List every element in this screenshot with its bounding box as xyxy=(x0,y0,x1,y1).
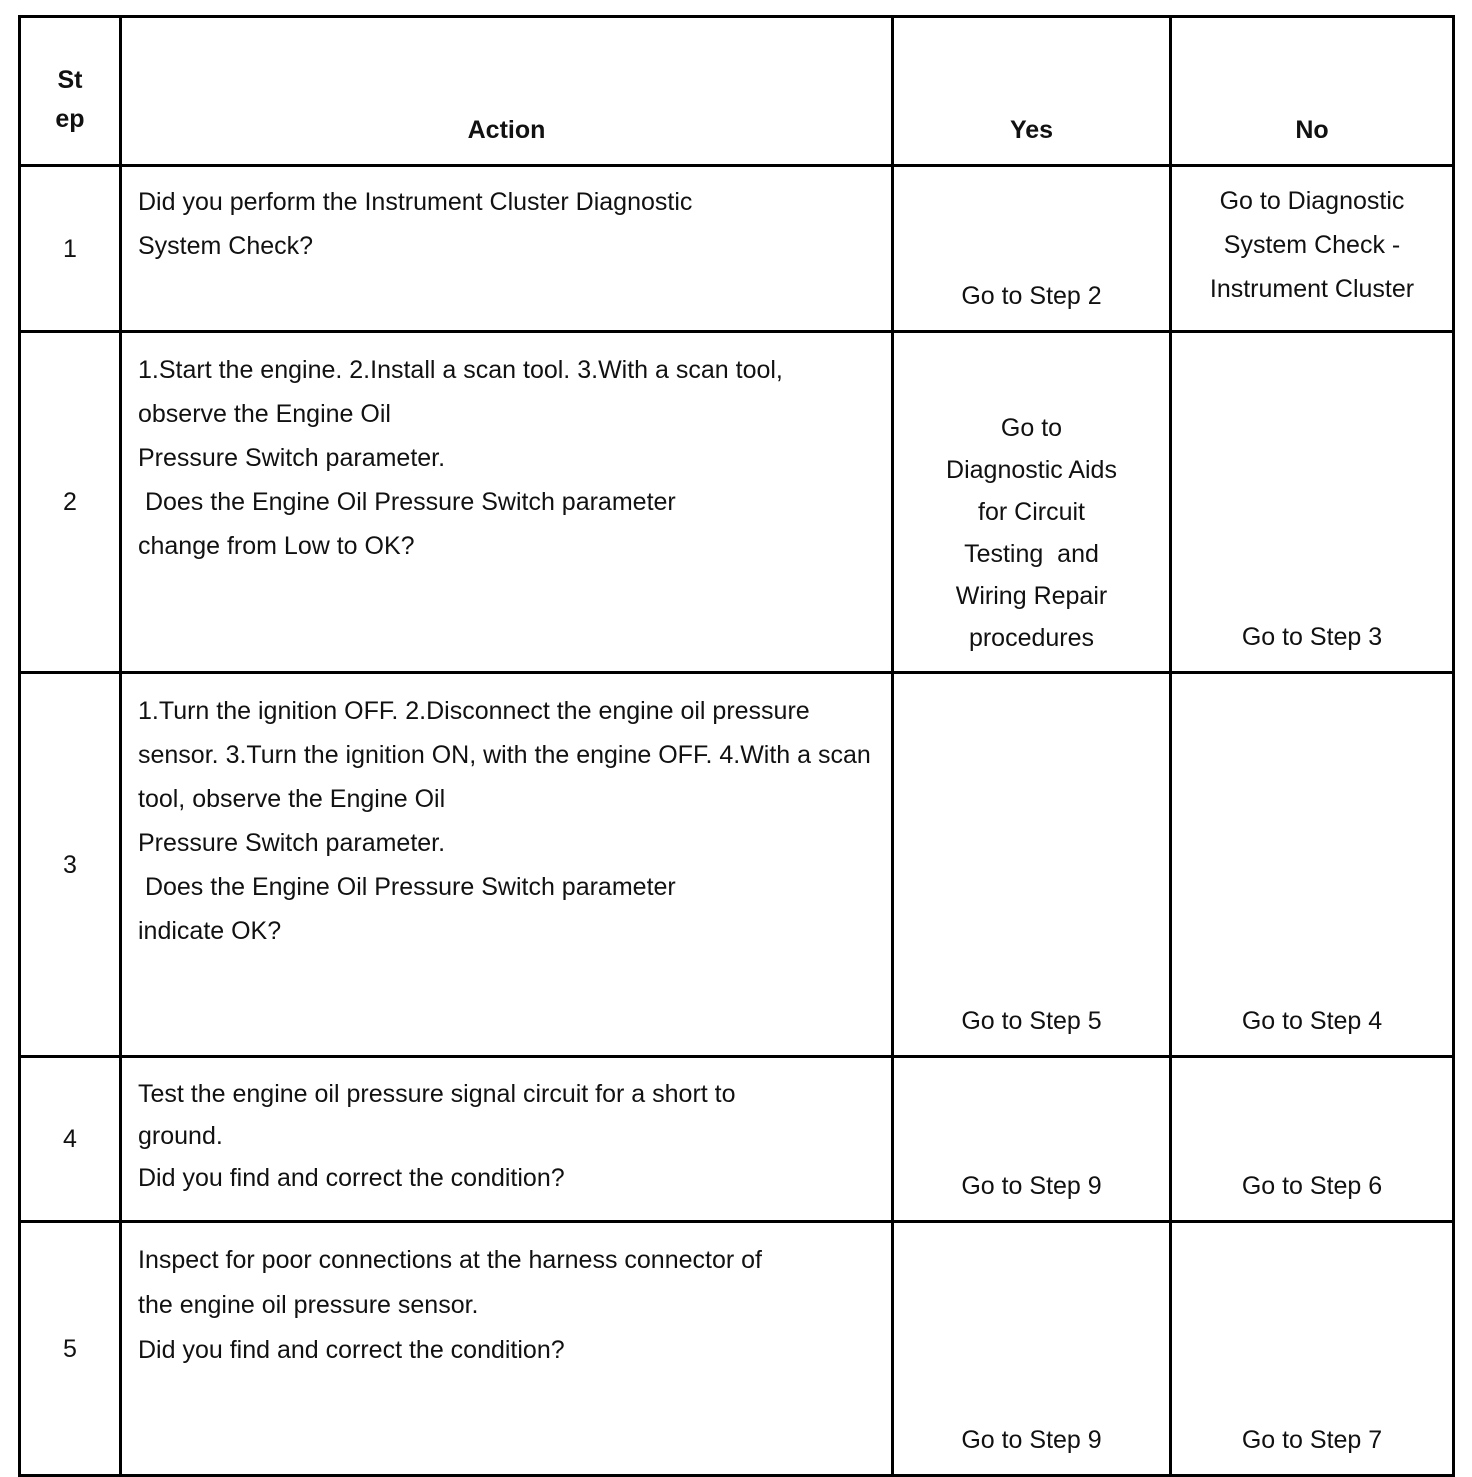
list-number: 4. xyxy=(719,741,741,769)
header-action xyxy=(121,17,893,166)
list-text: Install a scan tool. xyxy=(370,356,571,384)
step-number: 3 xyxy=(63,850,77,879)
list-item-text xyxy=(138,697,398,725)
step-cell xyxy=(20,673,121,1057)
yes-result: Go to Step 5 xyxy=(961,1007,1102,1035)
no-result: Go to Step 6 xyxy=(1241,1172,1383,1200)
step-number: 1 xyxy=(63,234,77,263)
yes-result-line: Go to xyxy=(1000,414,1063,442)
yes-cell xyxy=(893,332,1171,673)
action-line: System Check? xyxy=(138,232,314,260)
action-cell xyxy=(121,673,893,1057)
list-item xyxy=(349,356,570,384)
header-yes xyxy=(893,17,1171,166)
action-line: Did you perform the Instrument Cluster Diagnostic xyxy=(138,188,693,216)
no-result: Go to Step 7 xyxy=(1241,1426,1383,1454)
header-yes-label: Yes xyxy=(1009,116,1054,144)
yes-result: Go to Step 9 xyxy=(961,1426,1102,1454)
yes-result-line: Wiring Repair xyxy=(955,582,1108,610)
action-line: Did you find and correct the condition? xyxy=(138,1164,565,1192)
yes-result-line: for Circuit xyxy=(978,498,1085,526)
yes-cell xyxy=(893,673,1171,1057)
no-cell xyxy=(1171,332,1454,673)
no-result: Go to Step 3 xyxy=(1241,623,1383,651)
action-line: Did you find and correct the condition? xyxy=(138,1336,565,1364)
yes-result-line: Testing and xyxy=(964,540,1099,568)
no-result-line: System Check - xyxy=(1223,231,1401,259)
list-number: 1. xyxy=(138,356,159,384)
table-row xyxy=(20,332,1454,673)
action-cell xyxy=(121,166,893,332)
list-number: 2. xyxy=(405,697,427,725)
list-text: Turn the ignition ON, with the engine OFF. xyxy=(246,741,713,769)
yes-result: Go to Step 2 xyxy=(961,282,1102,310)
header-step xyxy=(20,17,121,166)
list-item-text xyxy=(226,741,713,769)
yes-result-line: procedures xyxy=(968,624,1095,652)
action-line: Pressure Switch parameter. xyxy=(138,829,446,857)
list-text: Turn the ignition OFF. xyxy=(158,697,399,725)
question-line: indicate OK? xyxy=(138,917,282,945)
step-cell xyxy=(20,1057,121,1222)
action-line: Pressure Switch parameter. xyxy=(138,444,446,472)
question-line: change from Low to OK? xyxy=(138,532,415,560)
diagnostic-table xyxy=(18,15,1455,1477)
list-text: Start the engine. xyxy=(158,356,343,384)
yes-result: Go to Step 9 xyxy=(961,1172,1102,1200)
action-line: Test the engine oil pressure signal circuit for a short to xyxy=(138,1080,736,1108)
no-result-line: Go to Diagnostic xyxy=(1219,187,1405,215)
header-no-label: No xyxy=(1295,116,1329,144)
no-result-line: Instrument Cluster xyxy=(1209,275,1415,303)
header-step-label: St ep xyxy=(55,66,85,133)
step-number: 5 xyxy=(63,1334,77,1363)
action-cell xyxy=(121,1057,893,1222)
yes-cell xyxy=(893,166,1171,332)
yes-cell xyxy=(893,1057,1171,1222)
list-item xyxy=(226,741,713,769)
header-no xyxy=(1171,17,1454,166)
list-item-text xyxy=(349,356,570,384)
list-text: Disconnect the engine oil pressure sensor. xyxy=(138,697,810,769)
yes-cell xyxy=(893,1222,1171,1476)
list-text: With a scan tool, observe the Engine Oil xyxy=(138,741,871,813)
list-item xyxy=(138,697,398,725)
step-cell xyxy=(20,166,121,332)
list-number: 2. xyxy=(349,356,371,384)
no-cell xyxy=(1171,1222,1454,1476)
list-item xyxy=(138,356,342,384)
no-result: Go to Step 4 xyxy=(1241,1007,1383,1035)
list-item-text xyxy=(138,356,342,384)
no-cell xyxy=(1171,1057,1454,1222)
step-cell xyxy=(20,332,121,673)
step-number: 2 xyxy=(63,488,77,516)
question-line: Does the Engine Oil Pressure Switch parameter xyxy=(138,488,676,516)
action-line: the engine oil pressure sensor. xyxy=(138,1291,479,1319)
action-line: Inspect for poor connections at the harness connector of xyxy=(138,1246,762,1274)
step-cell xyxy=(20,1222,121,1476)
table-row xyxy=(20,673,1454,1057)
no-cell xyxy=(1171,673,1454,1057)
action-line: ground. xyxy=(138,1122,223,1150)
step-number: 4 xyxy=(63,1125,77,1153)
table-row xyxy=(20,1057,1454,1222)
list-number: 1. xyxy=(138,697,159,725)
action-cell xyxy=(121,1222,893,1476)
header-row xyxy=(20,17,1454,166)
no-cell xyxy=(1171,166,1454,332)
action-cell xyxy=(121,332,893,673)
table-row xyxy=(20,166,1454,332)
list-number: 3. xyxy=(225,741,247,769)
question-line: Does the Engine Oil Pressure Switch parameter xyxy=(138,873,676,901)
list-text: With a scan tool, observe the Engine Oil xyxy=(138,356,783,428)
header-action-label: Action xyxy=(467,116,546,144)
list-number: 3. xyxy=(577,356,599,384)
yes-result-line: Diagnostic Aids xyxy=(946,456,1117,484)
table-row xyxy=(20,1222,1454,1476)
